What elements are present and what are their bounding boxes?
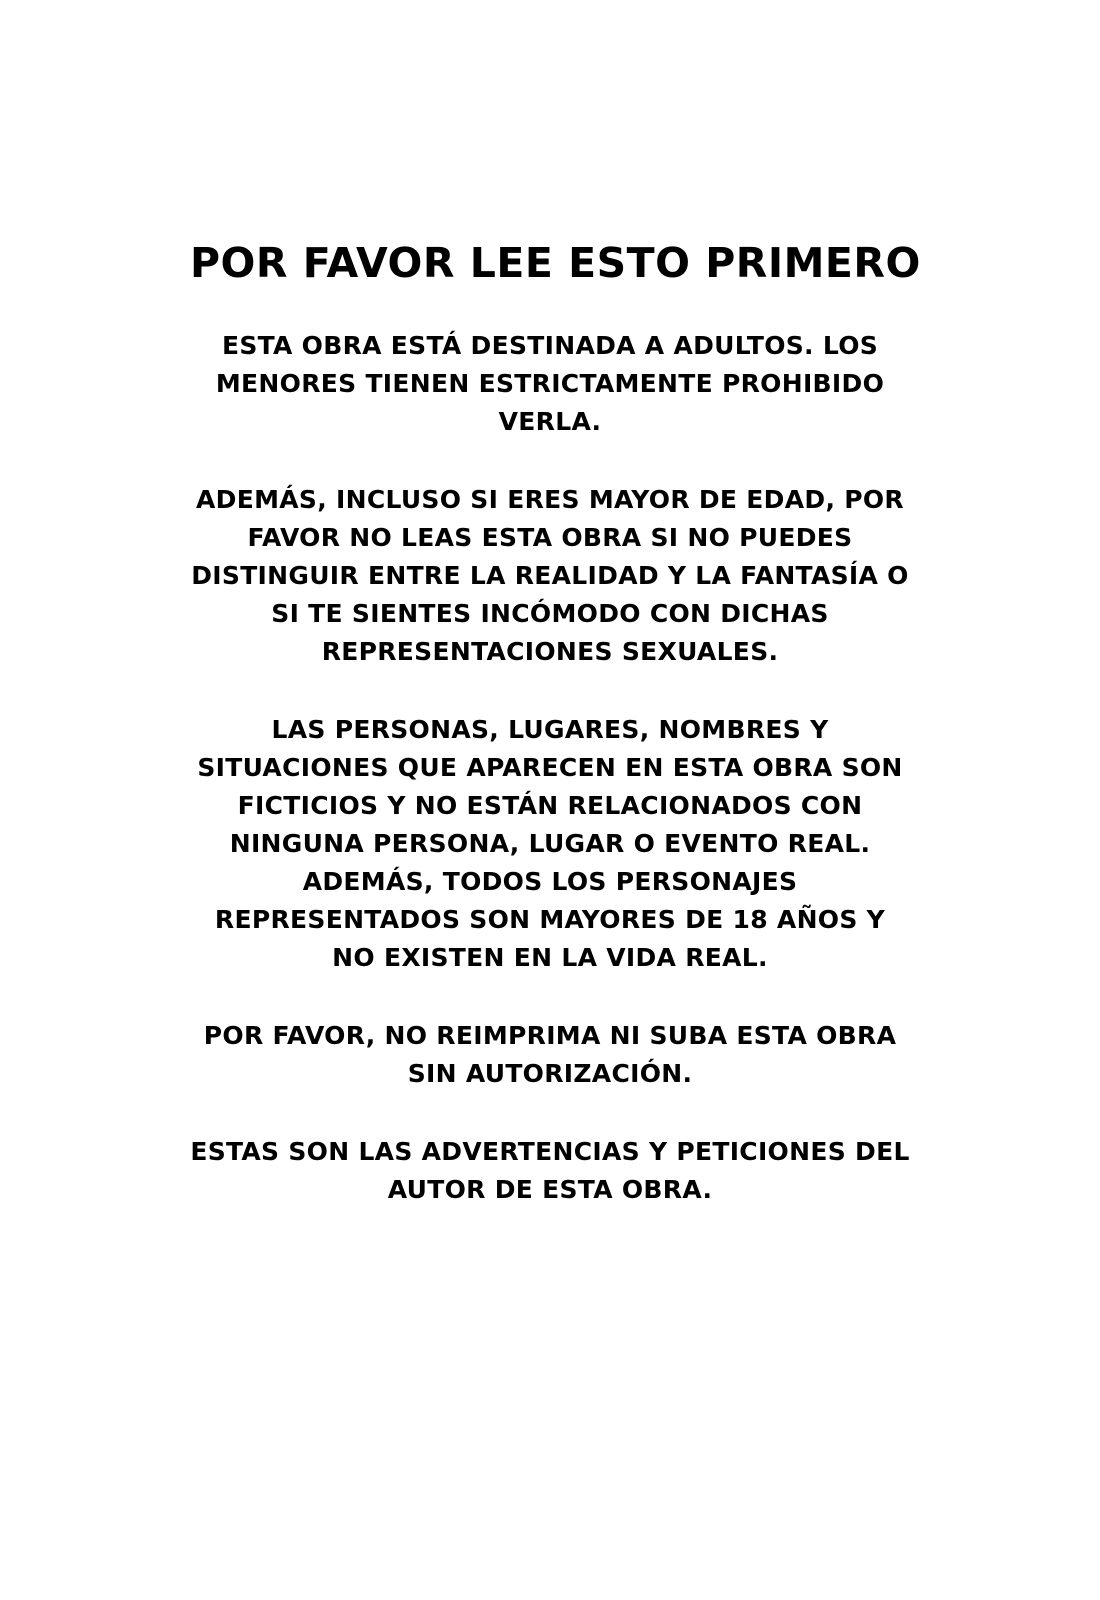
page-title: POR FAVOR LEE ESTO PRIMERO: [190, 239, 921, 287]
warning-paragraph-no-reprint: POR FAVOR, NO REIMPRIMA NI SUBA ESTA OBRA SIN AUTORIZACIÓN.: [203, 1021, 897, 1089]
warning-paragraph-author-requests: ESTAS SON LAS ADVERTENCIAS Y PETICIONES DEL AUTOR DE ESTA OBRA.: [190, 1137, 910, 1205]
warning-paragraph-reality-fantasy: ADEMÁS, INCLUSO SI ERES MAYOR DE EDAD, POR FAVOR NO LEAS ESTA OBRA SI NO PUEDES DISTINGUIR ENTRE LA REALIDAD Y LA FANTASÍA O SI TE SIENTES INCÓMODO CON DICHAS REPRESENTACIONES SEXUALES.: [191, 485, 909, 667]
warning-paragraph-fiction-disclaimer: LAS PERSONAS, LUGARES, NOMBRES Y SITUACIONES QUE APARECEN EN ESTA OBRA SON FICTICIOS Y NO ESTÁN RELACIONADOS CON NINGUNA PERSONA, LUGAR O EVENTO REAL. ADEMÁS, TODOS LOS PERSONAJES REPRESENTADOS SON MAYORES DE 18 AÑOS Y NO EXISTEN EN LA VIDA REAL.: [197, 715, 903, 973]
warning-text-block: [190, 0, 921, 1209]
warning-paragraph-adults-only: ESTA OBRA ESTÁ DESTINADA A ADULTOS. LOS MENORES TIENEN ESTRICTAMENTE PROHIBIDO VERLA.: [215, 331, 885, 437]
